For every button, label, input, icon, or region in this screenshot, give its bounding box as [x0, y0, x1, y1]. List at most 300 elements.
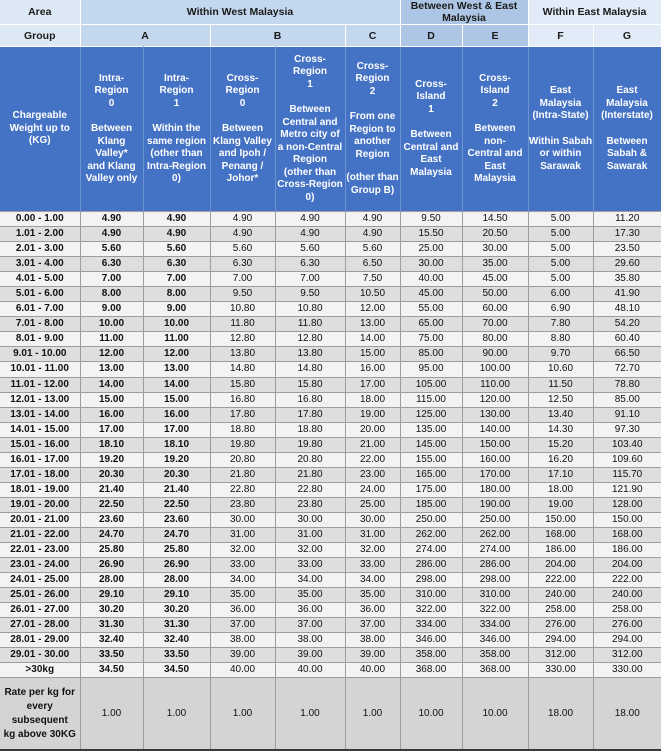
table-row: [0, 558, 661, 573]
rate-cell-g: 91.10: [593, 407, 661, 422]
weight-range-cell: 17.01 - 18.00: [0, 467, 80, 482]
rate-cell-a0: 22.50: [80, 497, 143, 512]
rate-cell-a0: 33.50: [80, 648, 143, 663]
rate-cell-g: 23.50: [593, 242, 661, 257]
weight-range-cell: 23.01 - 24.00: [0, 558, 80, 573]
rate-cell-g: 78.80: [593, 377, 661, 392]
rate-cell-f: 186.00: [528, 543, 593, 558]
weight-range-cell: 26.01 - 27.00: [0, 603, 80, 618]
rate-cell-g: 330.00: [593, 663, 661, 678]
rate-cell-c2: 34.00: [345, 573, 400, 588]
rate-cell-b0: 6.30: [210, 257, 275, 272]
rate-cell-a0: 29.10: [80, 588, 143, 603]
rate-cell-d: 298.00: [400, 573, 462, 588]
group-header-b: B: [210, 25, 345, 47]
rate-cell-a1: 8.00: [143, 287, 210, 302]
rate-cell-a0: 23.60: [80, 512, 143, 527]
rate-cell-d: 368.00: [400, 663, 462, 678]
footer-rate-a1: 1.00: [143, 678, 210, 750]
rate-cell-b1: 33.00: [275, 558, 345, 573]
rate-cell-a0: 28.00: [80, 573, 143, 588]
table-row: [0, 392, 661, 407]
rate-cell-e: 346.00: [462, 633, 528, 648]
rate-cell-b0: 21.80: [210, 467, 275, 482]
column-header-d: Cross- Island 1 Between Central and East Malaysia: [400, 47, 462, 212]
rate-cell-g: 240.00: [593, 588, 661, 603]
rate-cell-a1: 18.10: [143, 437, 210, 452]
rate-cell-b1: 32.00: [275, 543, 345, 558]
rate-cell-a0: 20.30: [80, 467, 143, 482]
rate-cell-f: 150.00: [528, 512, 593, 527]
rate-cell-a0: 31.30: [80, 618, 143, 633]
rate-cell-g: 54.20: [593, 317, 661, 332]
rate-cell-b1: 6.30: [275, 257, 345, 272]
rate-cell-e: 358.00: [462, 648, 528, 663]
rate-cell-e: 70.00: [462, 317, 528, 332]
rate-cell-a0: 15.00: [80, 392, 143, 407]
rate-cell-a0: 10.00: [80, 317, 143, 332]
rate-cell-e: 14.50: [462, 212, 528, 227]
rate-cell-d: 175.00: [400, 482, 462, 497]
group-header-e: E: [462, 25, 528, 47]
rate-cell-g: 103.40: [593, 437, 661, 452]
rate-cell-a1: 5.60: [143, 242, 210, 257]
rate-cell-c2: 7.50: [345, 272, 400, 287]
rate-cell-a1: 9.00: [143, 302, 210, 317]
table-row: [0, 332, 661, 347]
table-row: [0, 257, 661, 272]
table-row: [0, 482, 661, 497]
footer-rate-row: [0, 678, 661, 750]
group-header-c: C: [345, 25, 400, 47]
footer-rate-b0: 1.00: [210, 678, 275, 750]
rate-cell-g: 222.00: [593, 573, 661, 588]
rate-cell-a0: 13.00: [80, 362, 143, 377]
table-row: [0, 272, 661, 287]
rate-cell-e: 274.00: [462, 543, 528, 558]
table-row: [0, 543, 661, 558]
rate-cell-a1: 16.00: [143, 407, 210, 422]
area-label-cell: Area: [0, 0, 80, 25]
rate-cell-f: 10.60: [528, 362, 593, 377]
rate-cell-b1: 36.00: [275, 603, 345, 618]
rate-cell-f: 5.00: [528, 257, 593, 272]
rate-cell-g: 276.00: [593, 618, 661, 633]
rate-cell-b1: 4.90: [275, 212, 345, 227]
footer-rate-d: 10.00: [400, 678, 462, 750]
rate-cell-f: 17.10: [528, 467, 593, 482]
footer-rate-f: 18.00: [528, 678, 593, 750]
rate-cell-a0: 17.00: [80, 422, 143, 437]
rate-cell-d: 165.00: [400, 467, 462, 482]
table-row: [0, 618, 661, 633]
rate-cell-d: 105.00: [400, 377, 462, 392]
rate-cell-d: 40.00: [400, 272, 462, 287]
rate-cell-c2: 32.00: [345, 543, 400, 558]
rate-cell-a0: 4.90: [80, 212, 143, 227]
rate-cell-e: 50.00: [462, 287, 528, 302]
rate-cell-a1: 17.00: [143, 422, 210, 437]
weight-range-cell: 13.01 - 14.00: [0, 407, 80, 422]
rate-cell-f: 294.00: [528, 633, 593, 648]
rate-cell-c2: 39.00: [345, 648, 400, 663]
rate-cell-b1: 5.60: [275, 242, 345, 257]
rate-cell-d: 95.00: [400, 362, 462, 377]
weight-range-cell: 19.01 - 20.00: [0, 497, 80, 512]
rate-cell-a1: 28.00: [143, 573, 210, 588]
rate-cell-b1: 18.80: [275, 422, 345, 437]
rate-cell-b1: 9.50: [275, 287, 345, 302]
rate-cell-a0: 11.00: [80, 332, 143, 347]
rate-cell-a0: 4.90: [80, 227, 143, 242]
rate-cell-c2: 31.00: [345, 527, 400, 542]
rate-cell-b1: 16.80: [275, 392, 345, 407]
area-group-header: Within West Malaysia: [80, 0, 400, 25]
rate-cell-g: 17.30: [593, 227, 661, 242]
rate-cell-b1: 21.80: [275, 467, 345, 482]
rate-cell-b1: 23.80: [275, 497, 345, 512]
rate-cell-a0: 26.90: [80, 558, 143, 573]
rate-cell-b0: 19.80: [210, 437, 275, 452]
rate-cell-d: 145.00: [400, 437, 462, 452]
rate-cell-f: 330.00: [528, 663, 593, 678]
table-row: [0, 527, 661, 542]
rate-cell-a0: 19.20: [80, 452, 143, 467]
rate-cell-b0: 30.00: [210, 512, 275, 527]
rate-cell-c2: 36.00: [345, 603, 400, 618]
table-row: [0, 437, 661, 452]
rate-cell-a1: 25.80: [143, 543, 210, 558]
weight-range-cell: 9.01 - 10.00: [0, 347, 80, 362]
rate-cell-a1: 34.50: [143, 663, 210, 678]
rate-cell-b0: 18.80: [210, 422, 275, 437]
footer-rate-b1: 1.00: [275, 678, 345, 750]
rate-cell-a0: 30.20: [80, 603, 143, 618]
footer-note-cell: Rate per kg for every subsequent kg above 30KG: [0, 678, 80, 750]
rate-cell-d: 55.00: [400, 302, 462, 317]
rate-cell-c2: 30.00: [345, 512, 400, 527]
rate-cell-a1: 33.50: [143, 648, 210, 663]
rate-cell-e: 45.00: [462, 272, 528, 287]
rate-cell-b1: 35.00: [275, 588, 345, 603]
rate-cell-f: 276.00: [528, 618, 593, 633]
weight-range-cell: 4.01 - 5.00: [0, 272, 80, 287]
table-row: [0, 242, 661, 257]
area-group-header: Between West & East Malaysia: [400, 0, 528, 25]
table-row: [0, 227, 661, 242]
rate-cell-g: 204.00: [593, 558, 661, 573]
weight-range-cell: 11.01 - 12.00: [0, 377, 80, 392]
rate-cell-f: 222.00: [528, 573, 593, 588]
rate-cell-d: 25.00: [400, 242, 462, 257]
rate-cell-f: 204.00: [528, 558, 593, 573]
rate-cell-d: 75.00: [400, 332, 462, 347]
table-row: [0, 212, 661, 227]
rate-cell-d: 274.00: [400, 543, 462, 558]
rate-cell-b0: 15.80: [210, 377, 275, 392]
rate-cell-f: 7.80: [528, 317, 593, 332]
rate-cell-b0: 33.00: [210, 558, 275, 573]
rate-cell-g: 168.00: [593, 527, 661, 542]
rate-cell-e: 368.00: [462, 663, 528, 678]
rate-cell-g: 60.40: [593, 332, 661, 347]
table-row: [0, 362, 661, 377]
area-group-header: Within East Malaysia: [528, 0, 661, 25]
group-header-f: F: [528, 25, 593, 47]
rate-cell-f: 5.00: [528, 242, 593, 257]
weight-range-cell: 18.01 - 19.00: [0, 482, 80, 497]
rate-cell-g: 48.10: [593, 302, 661, 317]
rate-cell-a1: 14.00: [143, 377, 210, 392]
rate-cell-b1: 38.00: [275, 633, 345, 648]
rate-cell-c2: 38.00: [345, 633, 400, 648]
rate-cell-c2: 6.50: [345, 257, 400, 272]
rate-cell-g: 109.60: [593, 452, 661, 467]
rate-cell-c2: 22.00: [345, 452, 400, 467]
table-row: [0, 452, 661, 467]
rate-cell-e: 35.00: [462, 257, 528, 272]
rate-cell-a1: 13.00: [143, 362, 210, 377]
rate-cell-a1: 12.00: [143, 347, 210, 362]
rate-cell-c2: 18.00: [345, 392, 400, 407]
rate-cell-b0: 4.90: [210, 212, 275, 227]
rate-cell-b0: 12.80: [210, 332, 275, 347]
rate-cell-g: 312.00: [593, 648, 661, 663]
rate-cell-a1: 20.30: [143, 467, 210, 482]
rate-cell-d: 85.00: [400, 347, 462, 362]
rate-cell-e: 310.00: [462, 588, 528, 603]
rate-cell-a1: 10.00: [143, 317, 210, 332]
weight-range-cell: 2.01 - 3.00: [0, 242, 80, 257]
rate-cell-c2: 5.60: [345, 242, 400, 257]
group-header-g: G: [593, 25, 661, 47]
weight-range-cell: 20.01 - 21.00: [0, 512, 80, 527]
weight-range-cell: 8.01 - 9.00: [0, 332, 80, 347]
rate-cell-b1: 34.00: [275, 573, 345, 588]
rate-cell-e: 334.00: [462, 618, 528, 633]
rate-cell-e: 140.00: [462, 422, 528, 437]
rate-cell-g: 66.50: [593, 347, 661, 362]
rate-cell-b0: 10.80: [210, 302, 275, 317]
rate-cell-a1: 30.20: [143, 603, 210, 618]
rate-cell-b0: 39.00: [210, 648, 275, 663]
rate-cell-f: 14.30: [528, 422, 593, 437]
weight-range-cell: 21.01 - 22.00: [0, 527, 80, 542]
group-header-row: [0, 25, 661, 47]
rate-cell-b1: 22.80: [275, 482, 345, 497]
rate-cell-a1: 21.40: [143, 482, 210, 497]
rate-cell-e: 120.00: [462, 392, 528, 407]
table-row: [0, 422, 661, 437]
group-header-a: A: [80, 25, 210, 47]
rate-cell-e: 298.00: [462, 573, 528, 588]
rate-cell-a1: 23.60: [143, 512, 210, 527]
rate-cell-b1: 31.00: [275, 527, 345, 542]
rate-cell-a1: 4.90: [143, 212, 210, 227]
rate-cell-a1: 6.30: [143, 257, 210, 272]
rate-cell-c2: 37.00: [345, 618, 400, 633]
rate-cell-b1: 17.80: [275, 407, 345, 422]
rate-cell-e: 110.00: [462, 377, 528, 392]
table-row: [0, 603, 661, 618]
rate-cell-c2: 25.00: [345, 497, 400, 512]
rate-cell-f: 11.50: [528, 377, 593, 392]
rate-cell-e: 262.00: [462, 527, 528, 542]
rate-cell-a0: 18.10: [80, 437, 143, 452]
rate-cell-e: 150.00: [462, 437, 528, 452]
rate-cell-c2: 4.90: [345, 212, 400, 227]
rate-cell-a0: 21.40: [80, 482, 143, 497]
table-row: [0, 497, 661, 512]
rate-cell-b0: 36.00: [210, 603, 275, 618]
rate-cell-f: 13.40: [528, 407, 593, 422]
rate-cell-a0: 34.50: [80, 663, 143, 678]
rate-cell-a1: 19.20: [143, 452, 210, 467]
rate-cell-b1: 39.00: [275, 648, 345, 663]
weight-range-cell: 10.01 - 11.00: [0, 362, 80, 377]
column-header-c2: Cross- Region 2 From one Region to another Region (other than Group B): [345, 47, 400, 212]
rate-cell-b1: 10.80: [275, 302, 345, 317]
rate-cell-d: 286.00: [400, 558, 462, 573]
column-header-f: East Malaysia (Intra-State) Within Sabah or within Sarawak: [528, 47, 593, 212]
rate-cell-g: 150.00: [593, 512, 661, 527]
rate-cell-g: 72.70: [593, 362, 661, 377]
footer-rate-g: 18.00: [593, 678, 661, 750]
rate-cell-b1: 30.00: [275, 512, 345, 527]
rate-cell-b0: 37.00: [210, 618, 275, 633]
rate-cell-g: 41.90: [593, 287, 661, 302]
rate-cell-g: 97.30: [593, 422, 661, 437]
rate-cell-b0: 13.80: [210, 347, 275, 362]
rate-cell-g: 128.00: [593, 497, 661, 512]
footer-rate-c2: 1.00: [345, 678, 400, 750]
rate-cell-f: 18.00: [528, 482, 593, 497]
rate-cell-f: 15.20: [528, 437, 593, 452]
rate-cell-b0: 9.50: [210, 287, 275, 302]
rate-cell-b0: 7.00: [210, 272, 275, 287]
rate-cell-b0: 4.90: [210, 227, 275, 242]
weight-range-cell: 25.01 - 26.00: [0, 588, 80, 603]
rate-cell-g: 186.00: [593, 543, 661, 558]
weight-range-cell: 22.01 - 23.00: [0, 543, 80, 558]
rate-cell-f: 9.70: [528, 347, 593, 362]
rate-cell-d: 45.00: [400, 287, 462, 302]
rate-cell-a1: 31.30: [143, 618, 210, 633]
rate-cell-c2: 23.00: [345, 467, 400, 482]
rate-cell-c2: 35.00: [345, 588, 400, 603]
rate-cell-e: 170.00: [462, 467, 528, 482]
table-row: [0, 377, 661, 392]
column-header-g: East Malaysia (Interstate) Between Sabah & Sawarak: [593, 47, 661, 212]
rate-cell-b0: 23.80: [210, 497, 275, 512]
rate-cell-b0: 5.60: [210, 242, 275, 257]
rate-cell-f: 6.90: [528, 302, 593, 317]
rate-cell-c2: 33.00: [345, 558, 400, 573]
rate-cell-b1: 20.80: [275, 452, 345, 467]
rate-cell-a0: 7.00: [80, 272, 143, 287]
table-row: [0, 302, 661, 317]
rate-cell-d: 135.00: [400, 422, 462, 437]
rate-cell-d: 9.50: [400, 212, 462, 227]
rate-cell-d: 115.00: [400, 392, 462, 407]
rate-cell-g: 258.00: [593, 603, 661, 618]
weight-range-cell: 0.00 - 1.00: [0, 212, 80, 227]
rate-cell-e: 322.00: [462, 603, 528, 618]
rate-cell-d: 310.00: [400, 588, 462, 603]
rate-cell-d: 250.00: [400, 512, 462, 527]
weight-range-cell: 24.01 - 25.00: [0, 573, 80, 588]
rate-cell-f: 5.00: [528, 227, 593, 242]
weight-range-cell: 12.01 - 13.00: [0, 392, 80, 407]
rate-cell-c2: 20.00: [345, 422, 400, 437]
rate-cell-e: 60.00: [462, 302, 528, 317]
rate-cell-e: 100.00: [462, 362, 528, 377]
rate-cell-g: 121.90: [593, 482, 661, 497]
footer-rate-a0: 1.00: [80, 678, 143, 750]
rate-cell-d: 322.00: [400, 603, 462, 618]
weight-range-cell: >30kg: [0, 663, 80, 678]
rate-cell-e: 160.00: [462, 452, 528, 467]
rate-cell-a1: 32.40: [143, 633, 210, 648]
rate-cell-b1: 15.80: [275, 377, 345, 392]
rate-cell-c2: 14.00: [345, 332, 400, 347]
rate-cell-c2: 19.00: [345, 407, 400, 422]
table-row: [0, 467, 661, 482]
rate-cell-a1: 24.70: [143, 527, 210, 542]
table-row: [0, 317, 661, 332]
rate-cell-e: 190.00: [462, 497, 528, 512]
rate-cell-g: 35.80: [593, 272, 661, 287]
rate-cell-b1: 40.00: [275, 663, 345, 678]
rate-cell-g: 85.00: [593, 392, 661, 407]
rate-cell-d: 185.00: [400, 497, 462, 512]
rate-cell-e: 250.00: [462, 512, 528, 527]
rate-cell-f: 5.00: [528, 272, 593, 287]
weight-range-cell: 6.01 - 7.00: [0, 302, 80, 317]
weight-range-cell: 5.01 - 6.00: [0, 287, 80, 302]
rate-cell-e: 80.00: [462, 332, 528, 347]
rate-cell-e: 90.00: [462, 347, 528, 362]
rate-cell-d: 155.00: [400, 452, 462, 467]
column-header-a0: Intra- Region 0 Between Klang Valley* and Klang Valley only: [80, 47, 143, 212]
weight-range-cell: 28.01 - 29.00: [0, 633, 80, 648]
rate-cell-e: 20.50: [462, 227, 528, 242]
rate-cell-a0: 5.60: [80, 242, 143, 257]
rate-cell-c2: 40.00: [345, 663, 400, 678]
table-row: [0, 588, 661, 603]
table-row: [0, 287, 661, 302]
rate-cell-b0: 16.80: [210, 392, 275, 407]
rate-cell-f: 12.50: [528, 392, 593, 407]
rate-cell-d: 262.00: [400, 527, 462, 542]
rate-cell-e: 30.00: [462, 242, 528, 257]
description-header-row: [0, 47, 661, 212]
rate-cell-c2: 4.90: [345, 227, 400, 242]
rate-cell-d: 334.00: [400, 618, 462, 633]
rate-cell-f: 16.20: [528, 452, 593, 467]
rate-cell-b0: 11.80: [210, 317, 275, 332]
column-header-a1: Intra- Region 1 Within the same region (other than Intra-Region 0): [143, 47, 210, 212]
rate-cell-a1: 29.10: [143, 588, 210, 603]
footer-rate-e: 10.00: [462, 678, 528, 750]
column-header-b1: Cross- Region 1 Between Central and Metro city of a non-Central Region (other than Cross-Region 0): [275, 47, 345, 212]
chargeable-weight-header: Chargeable Weight up to (KG): [0, 47, 80, 212]
rate-cell-c2: 21.00: [345, 437, 400, 452]
rate-cell-c2: 12.00: [345, 302, 400, 317]
rate-cell-g: 294.00: [593, 633, 661, 648]
rate-cell-d: 346.00: [400, 633, 462, 648]
rate-cell-b0: 34.00: [210, 573, 275, 588]
